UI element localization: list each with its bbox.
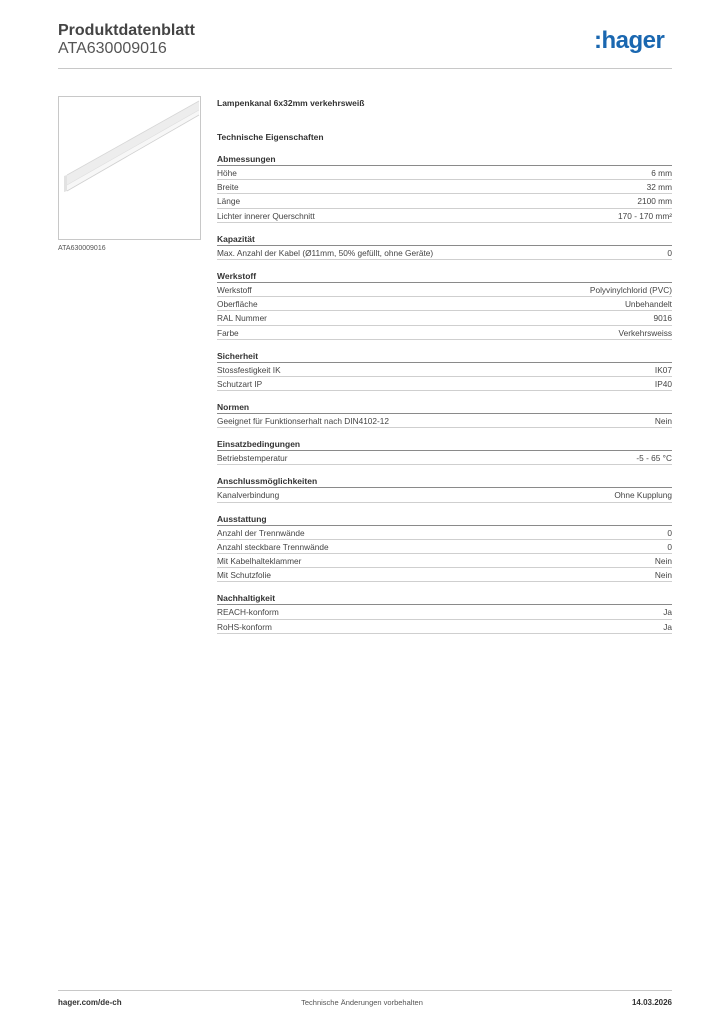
spec-row — [217, 283, 672, 297]
spec-group — [217, 234, 672, 260]
spec-row — [217, 526, 672, 540]
spec-label: Anzahl der Trennwände — [217, 527, 305, 538]
spec-label: Werkstoff — [217, 284, 252, 295]
document-title: Produktdatenblatt — [58, 22, 195, 39]
spec-label: Betriebstemperatur — [217, 453, 288, 464]
footer-divider — [58, 990, 672, 991]
spec-label: Stossfestigkeit IK — [217, 364, 281, 375]
spec-value: Verkehrsweiss — [618, 327, 672, 338]
spec-label: Länge — [217, 196, 241, 207]
spec-label: Oberfläche — [217, 299, 258, 310]
spec-group-title: Einsatzbedingungen — [217, 439, 672, 451]
hager-logo: :hager — [594, 27, 665, 54]
spec-label: Anzahl steckbare Trennwände — [217, 541, 329, 552]
spec-value: Unbehandelt — [624, 299, 672, 310]
spec-value: Ja — [663, 607, 672, 618]
spec-row — [217, 377, 672, 391]
spec-row — [217, 363, 672, 377]
spec-value: 2100 mm — [637, 196, 672, 207]
spec-group — [217, 514, 672, 583]
spec-label: Geeignet für Funktionserhalt nach DIN4102-12 — [217, 416, 390, 427]
spec-group-title: Ausstattung — [217, 514, 672, 526]
spec-value: 0 — [667, 247, 672, 258]
spec-row — [217, 180, 672, 194]
section-heading: Technische Eigenschaften — [217, 132, 324, 142]
spec-value: -5 - 65 °C — [636, 453, 672, 464]
footer-website: hager.com/de-ch — [58, 998, 122, 1007]
spec-label: RoHS-konform — [217, 621, 272, 632]
spec-row — [217, 166, 672, 180]
spec-group-title: Werkstoff — [217, 271, 672, 283]
spec-label: Farbe — [217, 327, 239, 338]
spec-row — [217, 451, 672, 465]
product-image — [58, 96, 201, 240]
spec-value: 9016 — [653, 313, 672, 324]
spec-label: RAL Nummer — [217, 313, 267, 324]
spec-group — [217, 154, 672, 223]
spec-group — [217, 439, 672, 465]
spec-row — [217, 605, 672, 619]
spec-label: Höhe — [217, 168, 237, 178]
spec-group — [217, 402, 672, 428]
spec-value: Nein — [654, 570, 672, 581]
spec-value: Ja — [663, 621, 672, 632]
image-caption: ATA630009016 — [58, 245, 106, 252]
cable-duct-illustration — [59, 97, 200, 239]
spec-row — [217, 554, 672, 568]
spec-value: Nein — [654, 556, 672, 566]
spec-group-title: Kapazität — [217, 234, 672, 246]
spec-label: Lichter innerer Querschnitt — [217, 210, 315, 221]
spec-row — [217, 297, 672, 311]
spec-value: 6 mm — [651, 168, 672, 178]
spec-row — [217, 414, 672, 428]
spec-row — [217, 194, 672, 208]
specifications — [217, 97, 672, 634]
spec-label: Max. Anzahl der Kabel (Ø11mm, 50% gefüllt, ohne Geräte) — [217, 247, 434, 258]
spec-value: 0 — [667, 527, 672, 538]
spec-group-title: Normen — [217, 402, 672, 414]
spec-label: Mit Kabelhalteklammer — [217, 556, 302, 566]
spec-group-title: Nachhaltigkeit — [217, 593, 672, 605]
header-divider — [58, 68, 672, 69]
spec-value: IK07 — [654, 364, 672, 375]
spec-group — [217, 593, 672, 633]
spec-row — [217, 488, 672, 502]
spec-group — [217, 271, 672, 340]
spec-label: Breite — [217, 182, 239, 193]
spec-label: Kanalverbindung — [217, 490, 280, 501]
spec-group — [217, 351, 672, 391]
spec-value: Ohne Kupplung — [614, 490, 672, 501]
spec-row — [217, 540, 672, 554]
spec-row — [217, 568, 672, 582]
spec-row — [217, 311, 672, 325]
footer-notice: Technische Änderungen vorbehalten — [301, 998, 423, 1007]
spec-group-title: Sicherheit — [217, 351, 672, 363]
spec-value: 0 — [667, 541, 672, 552]
spec-value: IP40 — [654, 378, 672, 389]
spec-value: Nein — [654, 416, 672, 427]
spec-row — [217, 620, 672, 634]
spec-label: REACH-konform — [217, 607, 279, 618]
spec-row — [217, 209, 672, 223]
spec-value: Polyvinylchlorid (PVC) — [589, 284, 672, 295]
spec-label: Schutzart IP — [217, 378, 263, 389]
spec-row — [217, 326, 672, 340]
article-number: ATA630009016 — [58, 40, 167, 57]
spec-groups — [217, 154, 672, 634]
spec-group-title: Abmessungen — [217, 154, 672, 166]
spec-row — [217, 246, 672, 260]
spec-value: 32 mm — [646, 182, 672, 193]
footer-date: 14.03.2026 — [631, 998, 672, 1007]
spec-group-title: Anschlussmöglichkeiten — [217, 476, 672, 488]
spec-group — [217, 476, 672, 502]
spec-value: 170 - 170 mm² — [618, 210, 672, 221]
spec-label: Mit Schutzfolie — [217, 570, 271, 581]
product-name: Lampenkanal 6x32mm verkehrsweiß — [217, 98, 365, 108]
